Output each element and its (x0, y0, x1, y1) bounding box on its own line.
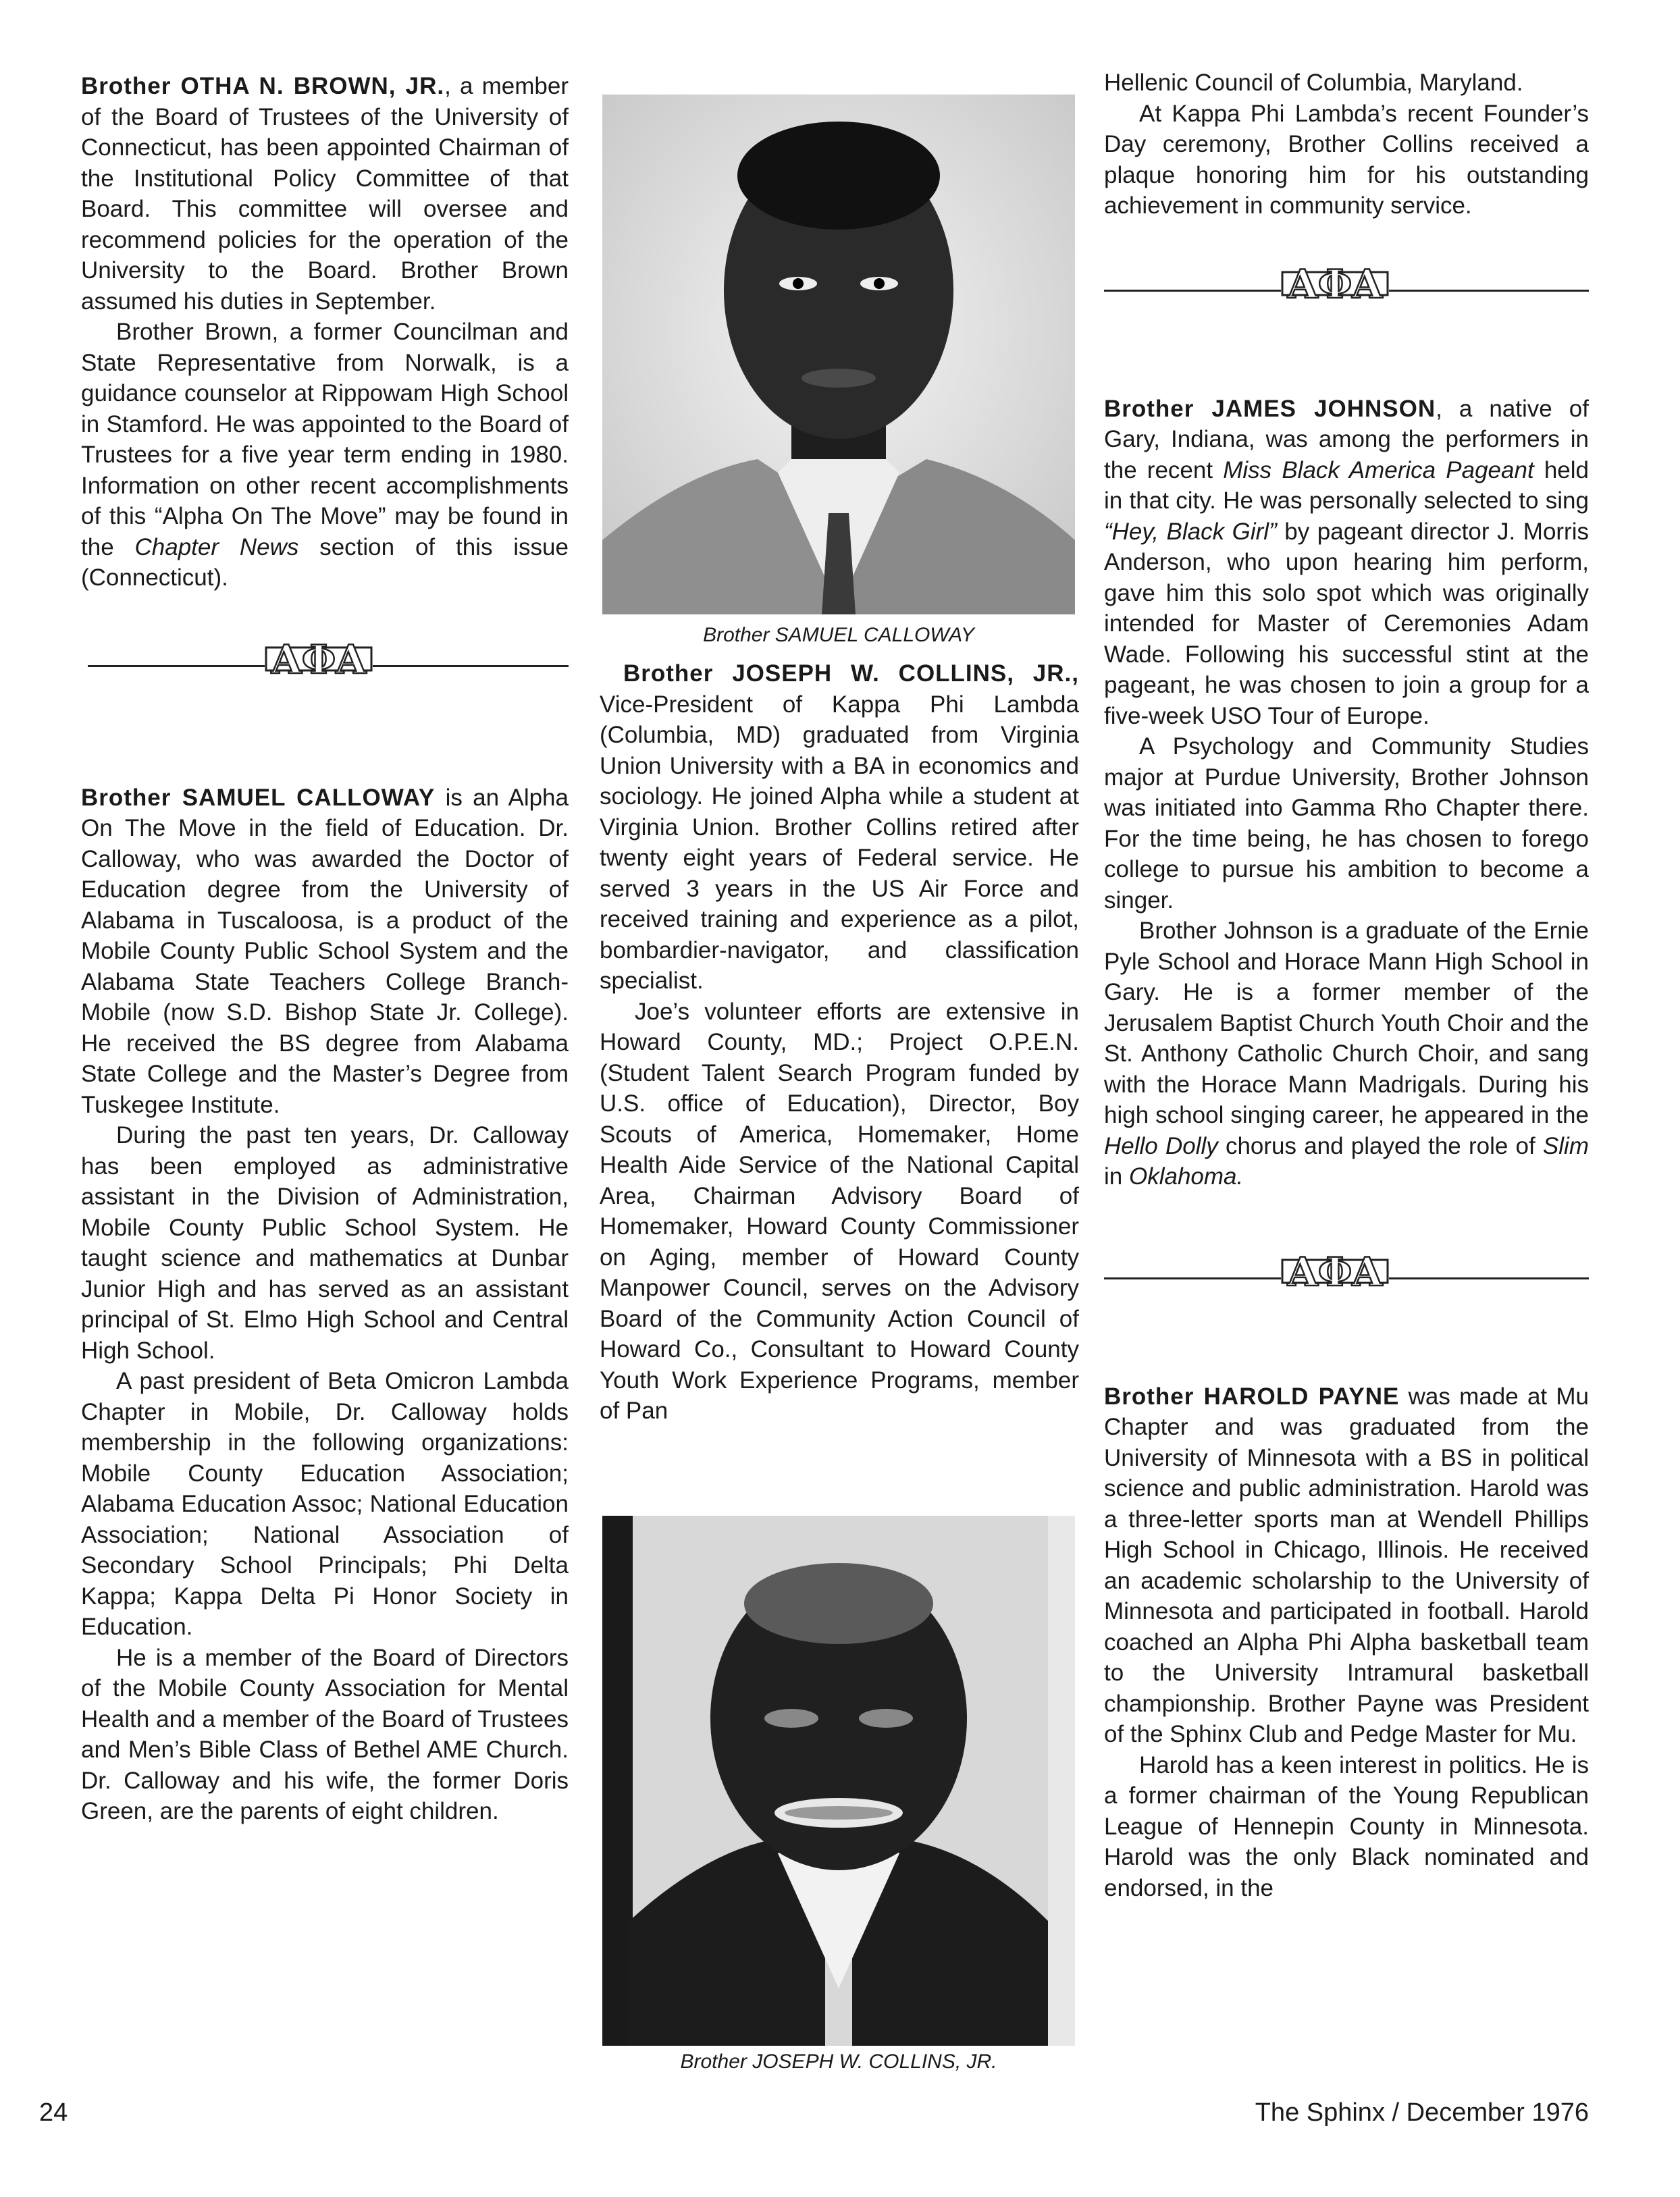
paragraph: Joe’s volunteer efforts are extensive in Howard County, MD.; Project O.P.E.N. (Student Talent Search Program funded by U.S. office of Education), Director, Boy Scouts of America, Homemaker, Home Health Aide Service of the National Capital Area, Chairman Advisory Board of Homemaker, Howard County Commissioner on Aging, member of Howard County Manpower Council, serves on the Advisory Board of the Community Action Council of Howard Co., Consultant to Howard County Youth Work Experience Programs, member of Pan (600, 998, 1079, 1424)
portrait-image (602, 1516, 1075, 2046)
photo-samuel-calloway (602, 95, 1075, 614)
paragraph (600, 658, 1079, 997)
paragraph: Hellenic Council of Columbia, Maryland. (1104, 70, 1523, 96)
paragraph-text: section of this issue (Connecticut). (81, 533, 569, 591)
photo-caption: Brother JOSEPH W. COLLINS, JR. (680, 2050, 997, 2073)
svg-text:AΦA: AΦA (1287, 1248, 1383, 1292)
paragraph (1104, 1381, 1589, 1750)
alpha-phi-alpha-emblem-icon (1281, 257, 1389, 305)
paragraph-text: Brother Johnson is a graduate of the Ernie Pyle School and Horace Mann High School in Gary. He is a former member of the Jerusalem Baptist Church Youth Choir and the St. Anthony Catholic Church Choir, and sang with the Horace Mann Madrigals. During his high school singing career, he appeared in the (1104, 918, 1589, 1128)
name-heading: Brother JOSEPH W. COLLINS, JR., (623, 660, 1079, 687)
column-middle (600, 658, 1079, 1427)
italic-text: Oklahoma. (1128, 1163, 1244, 1190)
paragraph: Harold has a keen interest in politics. He is a former chairman of the Young Republican League of Hennepin County in Minnesota. Harold was the only Black nominated and endorsed, in the (1104, 1751, 1589, 1901)
paragraph-text: Vice-President of Kappa Phi Lambda (Columbia, MD) graduated from Virginia Union University with a BA in economics and sociology. He joined Alpha while a student at Virginia Union. Brother Collins retired after twenty eight years of Federal service. He served 3 years in the US Air Force and received training and experience as a pilot, bombardier-navigator, and classification specialist. (600, 691, 1079, 994)
portrait-image (602, 95, 1075, 614)
name-heading: Brother OTHA N. BROWN, JR. (81, 73, 445, 99)
photo-joseph-collins (602, 1516, 1075, 2046)
italic-text: Hello Dolly (1104, 1132, 1218, 1159)
paragraph: At Kappa Phi Lambda’s recent Founder’s Day ceremony, Brother Collins received a plaque honoring him for his outstanding achievement in community service. (1104, 100, 1589, 219)
paragraph (1104, 394, 1589, 732)
svg-text:AΦA: AΦA (1287, 261, 1383, 305)
page-number: 24 (39, 2098, 68, 2127)
paragraph-text: was made at Mu Chapter and was graduated from the University of Minnesota with a BS in political science and public administration. Harold was a three-letter sports man at Wendell Phillips High School in Chicago, Illinois. He received an academic scholarship to the University of Minnesota and participated in football. Harold coached an Alpha Phi Alpha basketball team to the University Intramural basketball championship. Brother Payne was President of the Sphinx Club and Pedge Master for Mu. (1104, 1383, 1590, 1747)
paragraph-text: in (1104, 1163, 1123, 1190)
paragraph (81, 317, 569, 593)
name-heading: Brother HAROLD PAYNE (1104, 1383, 1400, 1410)
name-heading: Brother SAMUEL CALLOWAY (81, 784, 436, 811)
paragraph-text: , a native of Gary, Indiana, was among the performers in the recent (1104, 395, 1589, 483)
paragraph-text: , a member of the Board of Trustees of the University of Connecticut, has been appointed Chairman of the Institutional Policy Committee of that Board. This committee will oversee and recommend policies for the operation of the University to the Board. Brother Brown assumed his duties in September. (81, 73, 569, 315)
paragraph-text: chorus and played the role of (1225, 1132, 1535, 1159)
paragraph: During the past ten years, Dr. Calloway has been employed as administrative assistant in the Division of Administration, Mobile County Public School System. He taught science and mathematics at Dunbar Junior High and has served as an assistant principal of St. Elmo High School and Central High School. (81, 1122, 569, 1364)
italic-text: Chapter News (134, 533, 299, 560)
alpha-phi-alpha-emblem-icon (1281, 1245, 1389, 1292)
paragraph: He is a member of the Board of Directors of the Mobile County Association for Mental Health and a member of the Board of Trustees and Men’s Bible Class of Bethel AME Church. Dr. Calloway and his wife, the former Doris Green, are the parents of eight children. (81, 1644, 569, 1824)
photo-caption: Brother SAMUEL CALLOWAY (703, 624, 974, 646)
column-left (81, 71, 569, 1827)
name-heading: Brother JAMES JOHNSON (1104, 395, 1436, 422)
paragraph-text: is an Alpha On The Move in the field of Education. Dr. Calloway, who was awarded the Doctor of Education degree from the University of Alabama in Tuscaloosa, is a product of the Mobile County Public School System and the Alabama State Teachers College Branch-Mobile (now S.D. Bishop State Jr. College). He received the BS degree from Alabama State College and the Master’s Degree from Tuskegee Institute. (81, 784, 569, 1118)
paragraph-text: Brother Brown, a former Councilman and State Representative from Norwalk, is a guidance counselor at Rippowam High School in Stamford. He was appointed to the Board of Trustees for a five year term ending in 1980. Information on other recent accomplishments of this “Alpha On The Move” may be found in the (81, 319, 569, 560)
column-right (1104, 71, 1589, 1903)
italic-text: Miss Black America Pageant (1223, 456, 1534, 483)
italic-text: “Hey, Black Girl” (1104, 518, 1277, 545)
publication-footer: The Sphinx / December 1976 (1255, 2098, 1589, 2127)
paragraph-text: by pageant director J. Morris Anderson, who upon hearing him perform, gave him this solo spot which was originally intended for Master of Ceremonies Adam Wade. Following his successful stint at the pageant, he was chosen to join a group for a five-week USO Tour of Europe. (1104, 518, 1589, 729)
paragraph (81, 783, 569, 1121)
fraternity-emblem-divider (1104, 252, 1589, 313)
paragraph (1104, 916, 1589, 1192)
svg-text:AΦA: AΦA (271, 636, 367, 680)
italic-text: Slim (1542, 1132, 1589, 1159)
paragraph (81, 71, 569, 317)
paragraph: A Psychology and Community Studies major at Purdue University, Brother Johnson was initiated into Gamma Rho Chapter there. For the time being, he has chosen to forego college to pursue his ambition to become a singer. (1104, 733, 1589, 914)
paragraph: A past president of Beta Omicron Lambda Chapter in Mobile, Dr. Calloway holds membership in the following organizations: Mobile County Education Association; Alabama Education Assoc; National Education Association; National Association of Secondary School Principals; Phi Delta Kappa; Kappa Delta Pi Honor Society in Education. (81, 1368, 569, 1640)
paragraph-text: held in that city. He was personally selected to sing (1104, 456, 1589, 514)
fraternity-emblem-divider (81, 627, 569, 688)
fraternity-emblem-divider (1104, 1240, 1589, 1300)
alpha-phi-alpha-emblem-icon (265, 633, 373, 680)
